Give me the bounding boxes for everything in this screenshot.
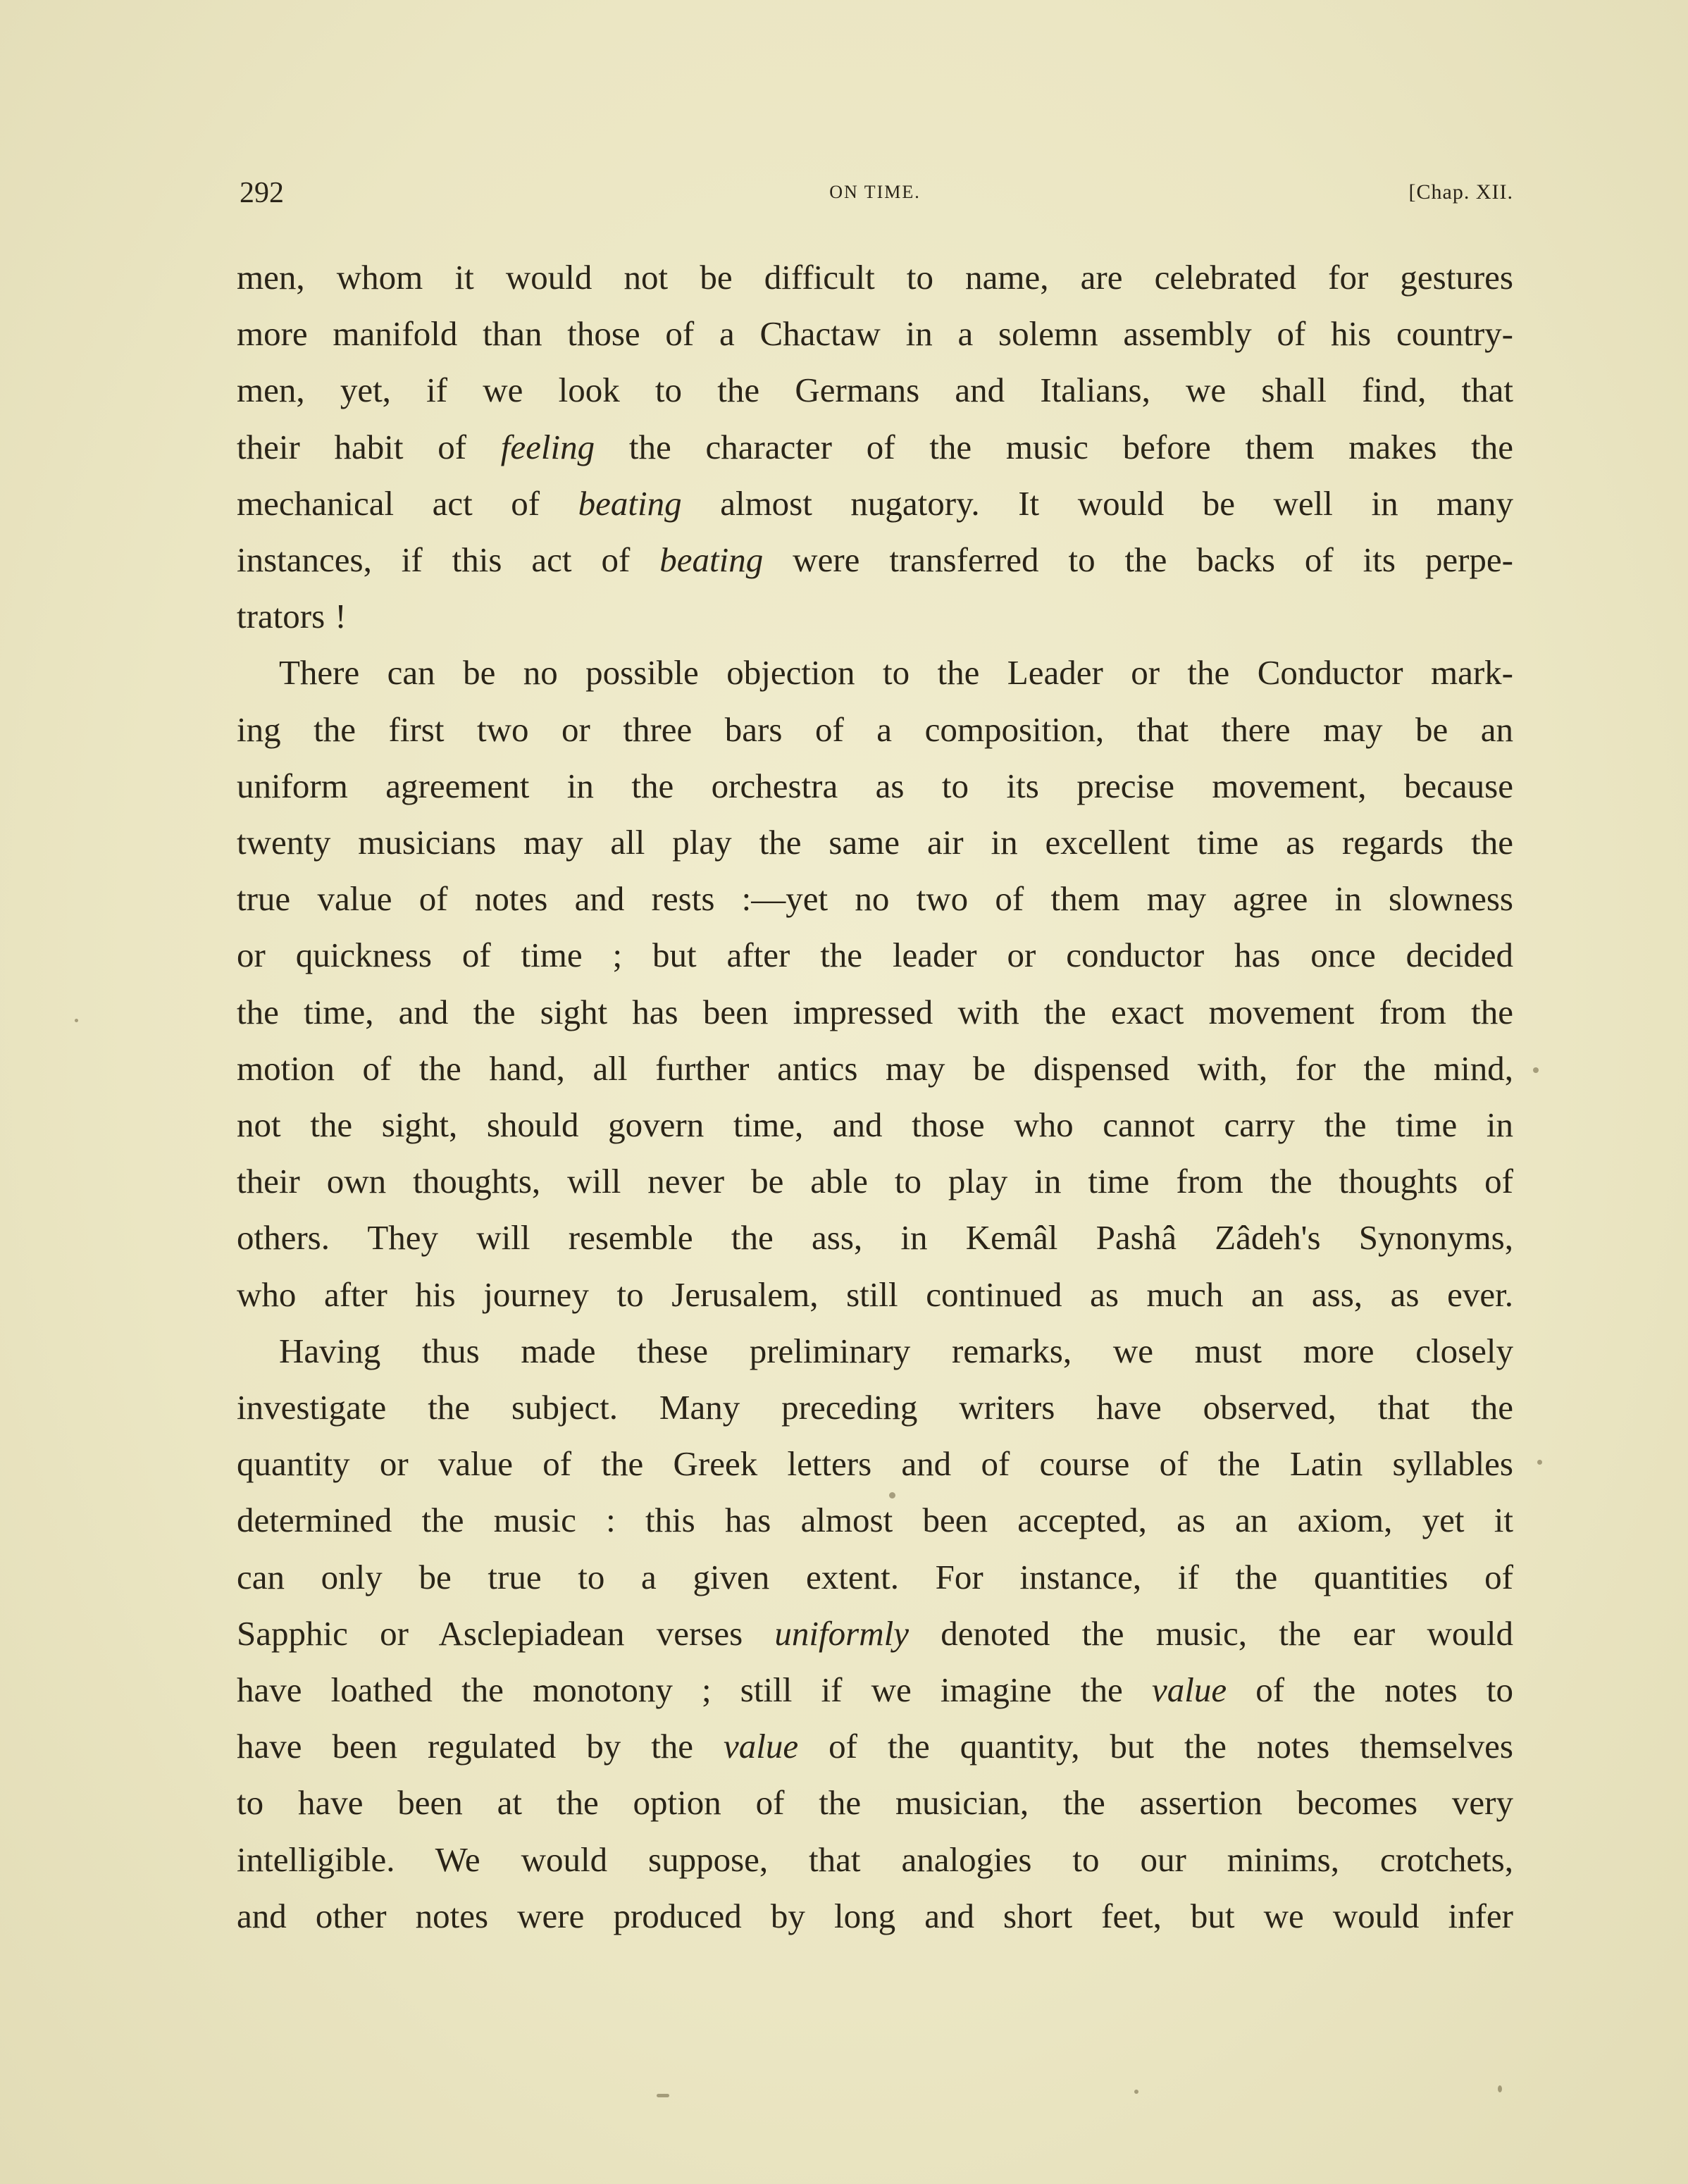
text-line: more manifold than those of a Chactaw in a solemn assembly of his country- <box>237 314 1513 354</box>
italic-word: value <box>1151 1670 1227 1710</box>
italic-word: value <box>724 1727 799 1766</box>
running-head <box>237 169 1513 218</box>
chapter-reference: [Chap. XII. <box>1408 180 1513 204</box>
paper-speck <box>1537 1460 1542 1465</box>
italic-word: uniformly <box>774 1613 909 1653</box>
paper-speck <box>1533 1067 1539 1073</box>
text-line: ing the first two or three bars of a composition, that there may be an <box>237 709 1513 749</box>
text-line: intelligible. We would suppose, that analogies to our minims, crotchets, <box>237 1839 1513 1879</box>
text-line: mechanical act of beating almost nugatory. It would be well in many <box>237 483 1513 523</box>
italic-word: feeling <box>500 427 595 466</box>
text-line: investigate the subject. Many preceding writers have observed, that the <box>237 1388 1513 1427</box>
text-line: men, yet, if we look to the Germans and Italians, we shall find, that <box>237 371 1513 410</box>
paper-speck <box>1134 2090 1138 2094</box>
text-line: others. They will resemble the ass, in Kemâl Pashâ Zâdeh's Synonyms, <box>237 1218 1513 1258</box>
paper-speck <box>889 1492 895 1499</box>
text-line: men, whom it would not be difficult to name, are celebrated for gestures <box>237 258 1513 297</box>
paper-speck <box>75 1019 78 1022</box>
italic-word: beating <box>578 483 682 523</box>
running-title: ON TIME. <box>829 182 921 202</box>
paper-speck <box>657 2094 669 2097</box>
paragraph-2 <box>237 645 1513 1322</box>
text-line: twenty musicians may all play the same air in excellent time as regards the <box>237 823 1513 862</box>
page-number: 292 <box>240 177 284 209</box>
text-line: and other notes were produced by long and short feet, but we would infer <box>237 1896 1513 1935</box>
text-line: their habit of feeling the character of the music before them makes the <box>237 427 1513 466</box>
text-line: There can be no possible objection to the Leader or the Conductor mark- <box>279 653 1513 693</box>
text-line: trators ! <box>237 597 347 636</box>
text-line: true value of notes and rests :—yet no two of them may agree in slowness <box>237 879 1513 919</box>
text-line: Having thus made these preliminary remarks, we must more closely <box>279 1331 1513 1370</box>
text-line: have been regulated by the value of the quantity, but the notes themselves <box>237 1727 1513 1766</box>
paper-speck <box>1498 2085 1502 2092</box>
text-line: to have been at the option of the musician, the assertion becomes very <box>237 1783 1513 1823</box>
paragraph-3 <box>237 1323 1513 1944</box>
text-line: can only be true to a given extent. For instance, if the quantities of <box>237 1557 1513 1596</box>
text-line: have loathed the monotony ; still if we imagine the value of the notes to <box>237 1670 1513 1710</box>
text-line: not the sight, should govern time, and those who cannot carry the time in <box>237 1105 1513 1145</box>
text-line: who after his journey to Jerusalem, still continued as much an ass, as ever. <box>237 1274 1513 1314</box>
text-line: Sapphic or Asclepiadean verses uniformly denoted the music, the ear would <box>237 1613 1513 1653</box>
body-text <box>237 249 1513 1944</box>
text-line: instances, if this act of beating were transferred to the backs of its perpe- <box>237 540 1513 580</box>
text-line: quantity or value of the Greek letters and of course of the Latin syllables <box>237 1444 1513 1484</box>
text-line: motion of the hand, all further antics may be dispensed with, for the mind, <box>237 1048 1513 1088</box>
text-line: or quickness of time ; but after the leader or conductor has once decided <box>237 936 1513 975</box>
text-line: determined the music : this has almost been accepted, as an axiom, yet it <box>237 1501 1513 1540</box>
paragraph-1 <box>237 249 1513 645</box>
text-line: uniform agreement in the orchestra as to its precise movement, because <box>237 766 1513 805</box>
text-line: the time, and the sight has been impressed with the exact movement from the <box>237 992 1513 1031</box>
text-line: their own thoughts, will never be able to play in time from the thoughts of <box>237 1162 1513 1201</box>
book-page <box>237 169 1513 1944</box>
italic-word: beating <box>659 540 764 580</box>
